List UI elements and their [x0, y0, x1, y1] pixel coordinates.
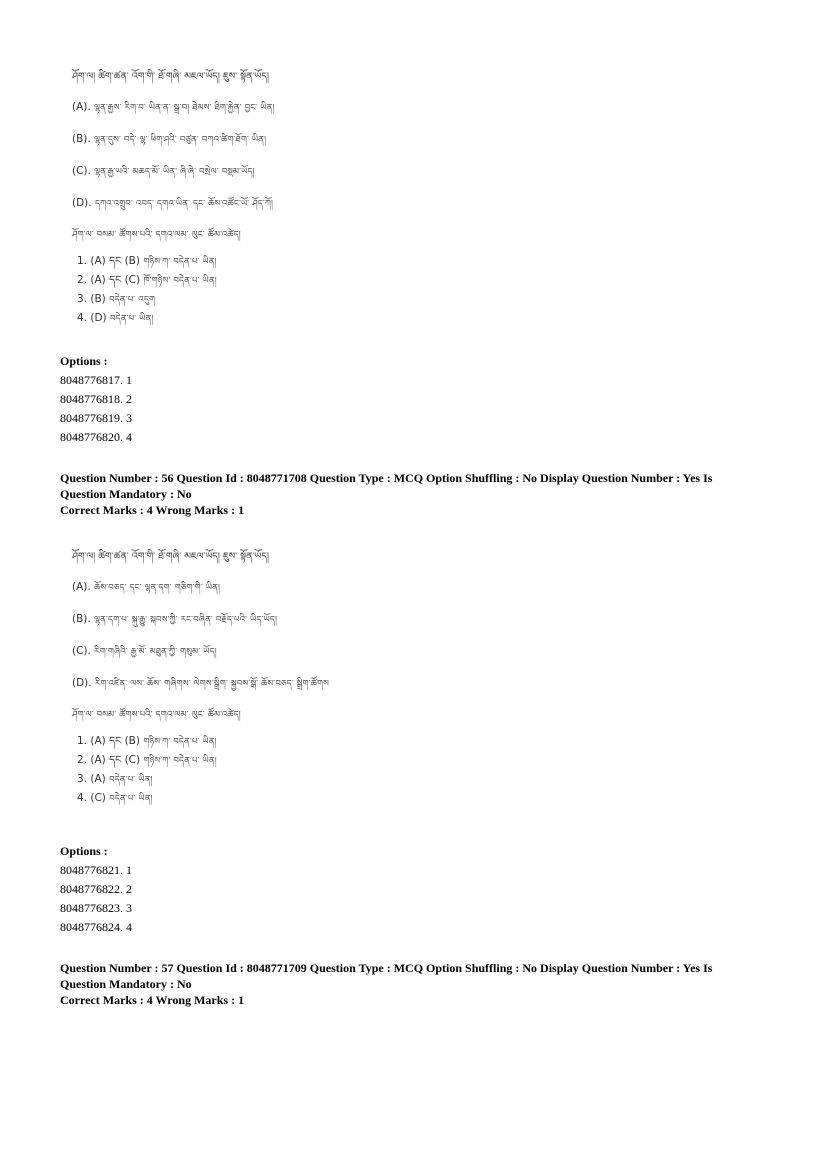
option-id-line: 8048776818. 2: [60, 392, 132, 406]
choice-2: 2. (A) དང (C) གཉིས་ཀ་ བདེན་པ་ ཡིན།: [77, 754, 217, 766]
statement-c: (C). རིག་གཞིའི་ རྒྱ་མོ་ མཐུན་ཀྱི་ གསུམ་ ཡོད།: [72, 645, 217, 657]
question-prompt: ཤོག་ལ་ བསམ་ ཚོགས་པའི་ དགའ་ལམ་ ལུང་ ཚོམ་འཚེད།: [72, 710, 241, 720]
choice-3: 3. (B) བདེན་པ་ འདུག: [77, 293, 156, 305]
statement-d: (D). རིག་འཛིན་ ལས་ ཆོས་ གཞིགས་ ལེགས་སྒྲིག་ སྐྱབས་སྒོ་ ཆོས་བཅད་ སྒྲིག་ཚོགས: [72, 677, 330, 689]
question-meta-line: Question Number : 57 Question Id : 8048771709 Question Type : MCQ Option Shuffling : No Display Question Number : Yes Is: [60, 961, 713, 975]
choice-4: 4. (C) བདེན་པ་ ཡིན།: [77, 792, 153, 804]
options-list-56: [60, 842, 132, 937]
option-id-line: 8048776824. 4: [60, 920, 132, 934]
question-stem: ཤོག་ལ། ཚིག་ཚན་ འོག་གི་ ཐོ་གཞི་ མཇལ་ཡོད། ཇུས་ སྟོན་ཡོད།: [72, 551, 269, 562]
statement-a: (A). ལྷན་རྒྱས་ རིག་བ་ ཡིན་ན་ སྒྲ་བ། ཐེམས་ ཐིག་རྐྱེན་ བྱང་ ཡིན།: [72, 101, 275, 113]
statement-c: (C). ལྷན་རྒྱ་ཡའི་ མཆད་མོ་ ཡིན་ ཞི་ཞེ་ བསྲེལ་ བསྡམ་ཡོད།: [72, 165, 255, 177]
question-56-body: [72, 550, 402, 810]
question-55-body: [72, 70, 402, 330]
question-prompt: ཤོག་ལ་ བསམ་ ཚོགས་པའི་ དགའ་ལམ་ ལུང་ ཚོམ་འཚེད།: [72, 230, 241, 240]
statement-d: (D). དཀའ་འགྲུབ་ འབད་ དགའ་ཡིན་ དང་ ཆོས་འཚོང་ཡོ་ ཤོད་ཀོ།: [72, 197, 274, 209]
choice-4: 4. (D) བདེན་པ་ ཡིན།: [77, 312, 154, 324]
marks-line: Correct Marks : 4 Wrong Marks : 1: [60, 503, 245, 517]
question-mandatory-line: Question Mandatory : No: [60, 977, 192, 991]
choice-3: 3. (A) བདེན་པ་ ཡིན།: [77, 773, 153, 785]
marks-line: Correct Marks : 4 Wrong Marks : 1: [60, 993, 245, 1007]
options-header: Options :: [60, 354, 108, 368]
question-stem: ཤོག་ལ། ཚིག་ཚན་ འོག་གི་ ཐོ་གཞི་ མཇལ་ཡོད། ཇུས་ སྟོན་ཡོད།: [72, 71, 269, 82]
statement-b: (B). ལྷན་དུས་ བདེ་ ལྷ་ ཕིག་ཤའི་ བཙུན་ བཀའ་ཚིག་ཐོག་ ཡིན།: [72, 133, 267, 145]
question-meta-line: Question Number : 56 Question Id : 8048771708 Question Type : MCQ Option Shuffling : No Display Question Number : Yes Is: [60, 471, 713, 485]
option-id-line: 8048776822. 2: [60, 882, 132, 896]
question-56-meta: [60, 470, 760, 518]
option-id-line: 8048776821. 1: [60, 863, 132, 877]
question-57-meta: [60, 960, 760, 1008]
option-id-line: 8048776820. 4: [60, 430, 132, 444]
options-header: Options :: [60, 844, 108, 858]
choice-1: 1. (A) དང (B) གཉིས་ཀ་ བདེན་པ་ ཡིན།: [77, 255, 217, 267]
choice-1: 1. (A) དང (B) གཉིས་ཀ་ བདེན་པ་ ཡིན།: [77, 735, 217, 747]
statement-b: (B). ལྷན་དག་པ་ སྐུ་རྒྱུ་ སྐབས་ཀྱི་ རང་བཞིན་ བརྗོད་པའི་ ཡིད་ཡོད།: [72, 613, 278, 625]
choice-2: 2. (A) དང (C) ཁོ་གཉིས་ བདེན་པ་ ཡིན།: [77, 274, 217, 286]
options-list-55: [60, 352, 132, 447]
option-id-line: 8048776823. 3: [60, 901, 132, 915]
statement-a: (A). ཆོས་བཅད་ དང་ ལྷན་དག་ གཅིག་གི་ ཡིན།: [72, 581, 221, 593]
option-id-line: 8048776817. 1: [60, 373, 132, 387]
question-mandatory-line: Question Mandatory : No: [60, 487, 192, 501]
option-id-line: 8048776819. 3: [60, 411, 132, 425]
